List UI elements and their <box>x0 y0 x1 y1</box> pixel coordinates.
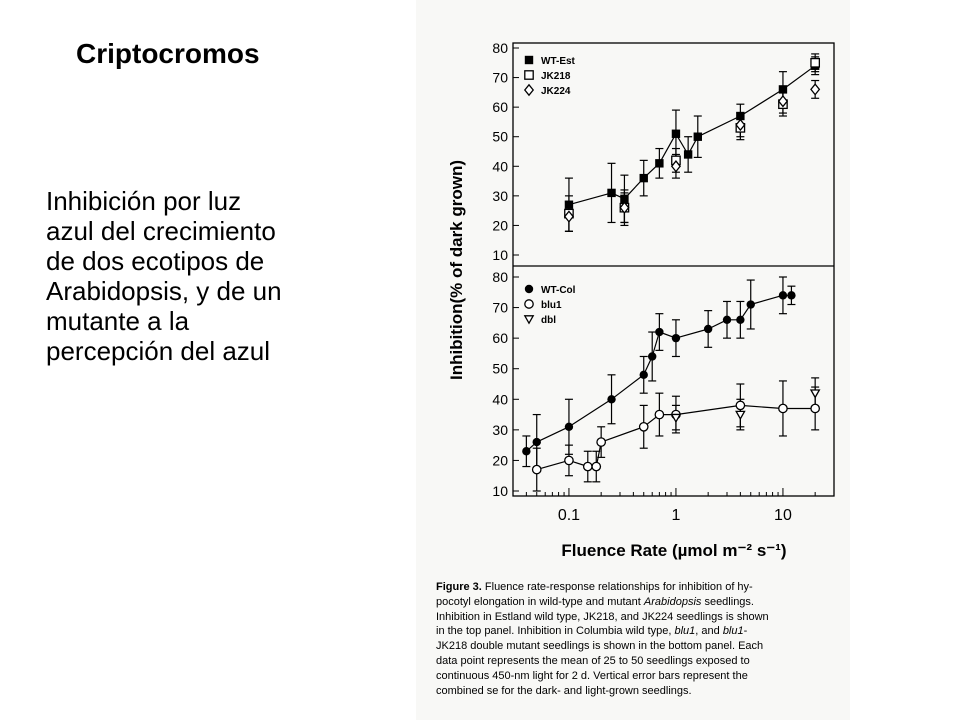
legend-label: WT-Col <box>541 285 576 296</box>
data-point <box>533 438 541 446</box>
y-tick-label: 40 <box>492 391 508 408</box>
figure-chart <box>416 0 850 580</box>
legend-label: WT-Est <box>541 56 575 67</box>
y-tick-label: 20 <box>492 452 508 469</box>
x-tick-label: 0.1 <box>557 507 581 524</box>
legend-label: blu1 <box>541 300 562 311</box>
data-point <box>672 130 680 138</box>
y-tick-label: 40 <box>492 158 508 175</box>
body-line: de dos ecotipos de <box>46 246 265 276</box>
y-tick-label: 30 <box>492 421 508 438</box>
data-point <box>736 316 744 324</box>
data-point <box>694 133 702 141</box>
x-axis-title: Fluence Rate (µmol m⁻² s⁻¹) <box>561 541 787 560</box>
data-point <box>640 423 648 431</box>
caption-italic: Arabidopsis <box>643 595 702 608</box>
data-point <box>607 189 615 197</box>
data-point <box>672 334 680 342</box>
y-tick-label: 80 <box>492 40 508 56</box>
y-tick-label: 70 <box>492 69 508 86</box>
body-line: percepción del azul <box>46 336 271 366</box>
data-point <box>811 84 819 94</box>
caption-line: combined se for the dark- and light-grown seedlings. <box>436 684 692 697</box>
caption-line: pocotyl elongation in wild-type and mutant Arabidopsis seedlings. <box>436 595 754 608</box>
data-point <box>607 395 615 403</box>
data-point <box>655 410 663 418</box>
data-point <box>655 159 663 167</box>
figure-caption <box>436 580 832 698</box>
data-point <box>704 325 712 333</box>
data-point <box>736 411 744 418</box>
data-point <box>533 465 541 473</box>
body-line: mutante a la <box>46 306 190 336</box>
y-tick-label: 60 <box>492 330 508 347</box>
data-point <box>779 291 787 299</box>
data-point <box>592 462 600 470</box>
caption-line: Figure 3. Fluence rate-response relationships for inhibition of hy- <box>436 581 753 593</box>
data-point <box>747 300 755 308</box>
legend-marker <box>525 56 533 64</box>
body-line: Inhibición por luz <box>46 186 242 216</box>
data-point <box>597 438 605 446</box>
data-point <box>779 85 787 93</box>
plot-frame <box>513 43 834 496</box>
y-tick-label: 50 <box>492 128 508 145</box>
data-point <box>736 401 744 409</box>
x-tick-label: 10 <box>774 507 792 524</box>
y-tick-label: 60 <box>492 99 508 116</box>
data-point <box>655 328 663 336</box>
data-point <box>565 201 573 209</box>
data-point <box>811 59 819 67</box>
y-tick-label: 10 <box>492 247 508 263</box>
data-point <box>684 150 692 158</box>
data-point <box>522 447 530 455</box>
legend-label: dbl <box>541 315 556 326</box>
fit-curve <box>569 66 815 205</box>
legend-marker <box>525 300 533 308</box>
data-point <box>648 352 656 360</box>
data-point <box>787 291 795 299</box>
caption-label: Figure 3. <box>436 581 485 593</box>
legend-marker <box>525 71 533 79</box>
caption-line: data point represents the mean of 25 to 50 seedlings exposed to <box>436 654 750 667</box>
caption-italic: blu1 <box>674 625 696 638</box>
data-point <box>811 404 819 412</box>
data-point <box>584 462 592 470</box>
caption-line: Inhibition in Estland wild type, JK218, and JK224 seedlings is shown <box>436 610 769 623</box>
caption-line: in the top panel. Inhibition in Columbia wild type, blu1, and blu1- <box>436 625 748 638</box>
caption-line: continuous 450-nm light for 2 d. Vertical error bars represent the <box>436 669 748 682</box>
data-point <box>565 456 573 464</box>
y-tick-label: 30 <box>492 187 508 204</box>
y-axis-title: Inhibition(% of dark grown) <box>447 159 466 381</box>
caption-italic: blu1 <box>722 625 744 638</box>
data-point <box>723 316 731 324</box>
y-tick-label: 20 <box>492 217 508 234</box>
y-tick-label: 10 <box>492 483 508 499</box>
y-tick-label: 80 <box>492 269 508 285</box>
legend-label: JK218 <box>541 71 571 82</box>
data-point <box>640 174 648 182</box>
body-line: Arabidopsis, y de un <box>46 276 282 306</box>
y-tick-label: 70 <box>492 299 508 316</box>
data-point <box>811 390 819 397</box>
scanned-figure <box>416 0 850 720</box>
y-tick-label: 50 <box>492 360 508 377</box>
x-tick-label: 1 <box>671 507 681 524</box>
legend-marker <box>525 285 533 293</box>
data-point <box>640 371 648 379</box>
slide-title: Criptocromos <box>76 38 260 69</box>
slide-body-text <box>46 186 406 366</box>
data-point <box>779 404 787 412</box>
legend-marker <box>525 85 533 95</box>
body-line: azul del crecimiento <box>46 216 276 246</box>
caption-line: JK218 double mutant seedlings is shown in the bottom panel. Each <box>436 640 764 653</box>
legend-marker <box>525 316 533 323</box>
data-point <box>565 423 573 431</box>
legend-label: JK224 <box>541 86 571 97</box>
